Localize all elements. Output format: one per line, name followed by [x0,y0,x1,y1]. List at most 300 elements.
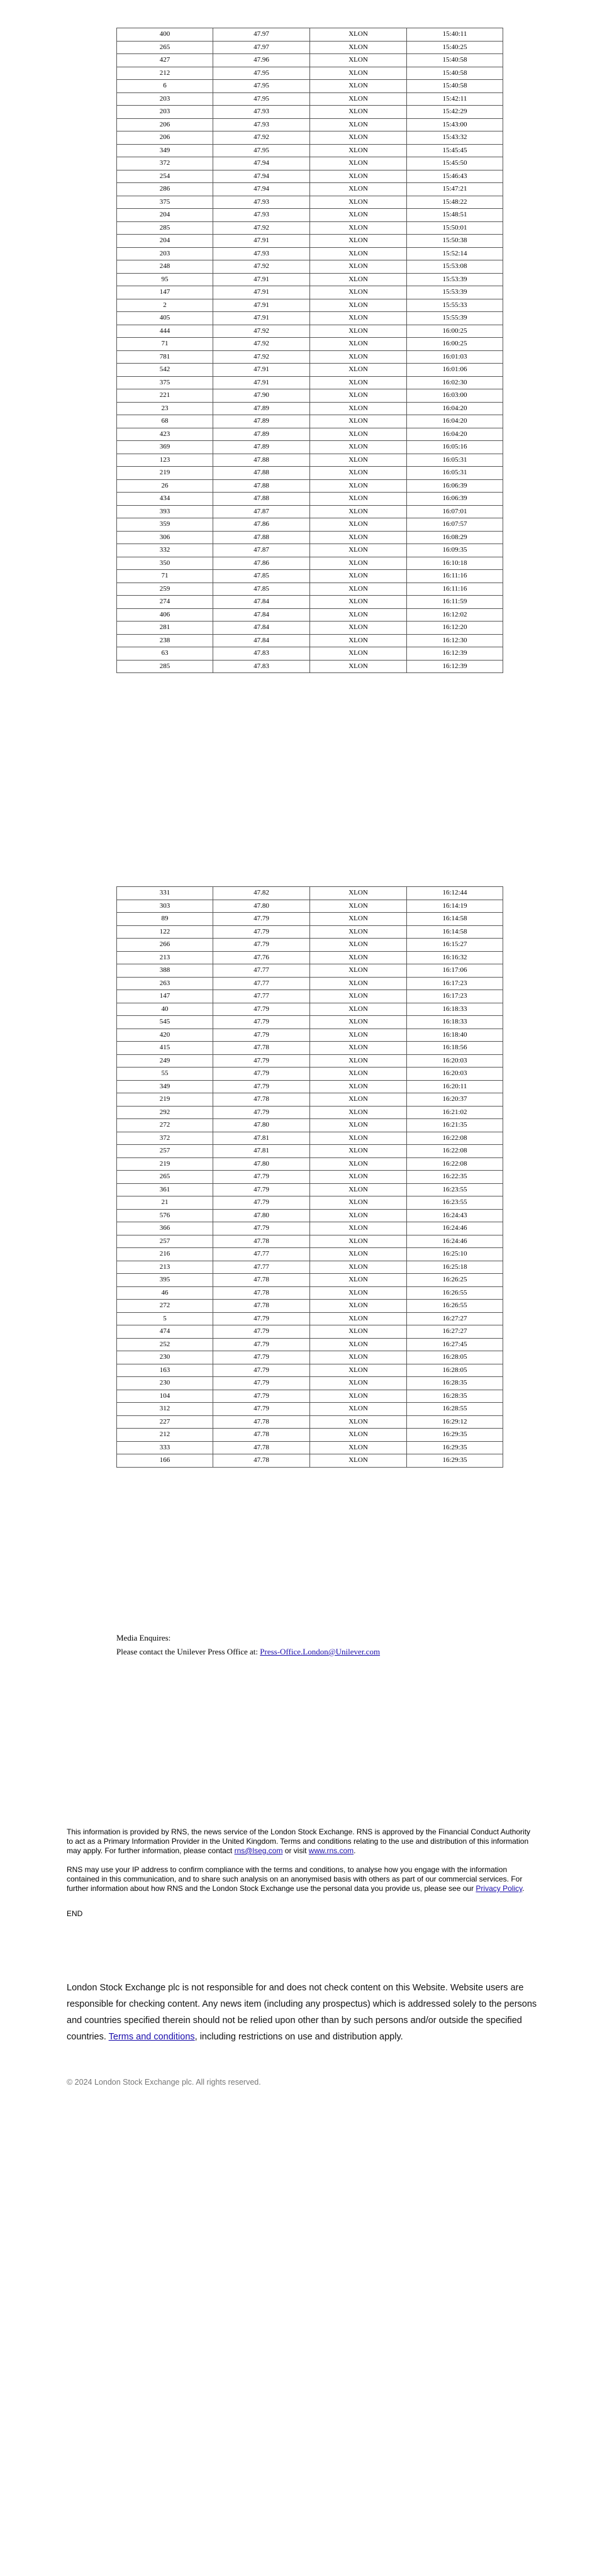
table-row [117,583,503,596]
time-cell: 15:47:21 [407,183,503,196]
disclaimer-text-2: , including restrictions on use and distribution apply. [194,2032,403,2042]
venue-cell: XLON [310,235,407,248]
volume-cell: 40 [117,1003,213,1016]
venue-cell: XLON [310,338,407,351]
price-cell: 47.84 [213,634,310,647]
venue-cell: XLON [310,1325,407,1339]
volume-cell: 285 [117,660,213,673]
table-row [117,1454,503,1468]
volume-cell: 366 [117,1222,213,1235]
venue-cell: XLON [310,28,407,42]
venue-cell: XLON [310,608,407,622]
time-cell: 16:27:27 [407,1325,503,1339]
volume-cell: 230 [117,1351,213,1364]
volume-cell: 545 [117,1016,213,1029]
price-cell: 47.79 [213,1171,310,1184]
time-cell: 16:29:35 [407,1441,503,1454]
price-cell: 47.78 [213,1454,310,1468]
price-cell: 47.77 [213,964,310,978]
price-cell: 47.91 [213,273,310,286]
volume-cell: 203 [117,106,213,119]
volume-cell: 204 [117,209,213,222]
time-cell: 16:12:02 [407,608,503,622]
price-cell: 47.80 [213,900,310,913]
table-row [117,1351,503,1364]
venue-cell: XLON [310,1364,407,1377]
volume-cell: 230 [117,1377,213,1390]
price-cell: 47.79 [213,1029,310,1042]
volume-cell: 257 [117,1145,213,1158]
time-cell: 16:17:06 [407,964,503,978]
time-cell: 16:04:20 [407,415,503,428]
volume-cell: 444 [117,325,213,338]
table-row [117,596,503,609]
venue-cell: XLON [310,1403,407,1416]
time-cell: 15:43:32 [407,131,503,145]
table-row [117,479,503,493]
table-row [117,454,503,467]
table-row [117,118,503,131]
time-cell: 16:12:44 [407,887,503,900]
venue-cell: XLON [310,273,407,286]
volume-cell: 166 [117,1454,213,1468]
volume-cell: 248 [117,260,213,274]
venue-cell: XLON [310,131,407,145]
time-cell: 15:48:22 [407,196,503,209]
table-row [117,1403,503,1416]
volume-cell: 5 [117,1312,213,1325]
table-row [117,247,503,260]
price-cell: 47.85 [213,583,310,596]
price-cell: 47.91 [213,376,310,389]
table-row [117,221,503,235]
time-cell: 16:24:46 [407,1235,503,1248]
time-cell: 16:20:11 [407,1080,503,1093]
volume-cell: 89 [117,913,213,926]
table-row [117,183,503,196]
table-row [117,1325,503,1339]
venue-cell: XLON [310,364,407,377]
price-cell: 47.91 [213,364,310,377]
table-row [117,364,503,377]
price-cell: 47.80 [213,1209,310,1222]
venue-cell: XLON [310,1286,407,1300]
time-cell: 16:20:03 [407,1068,503,1081]
time-cell: 16:18:33 [407,1016,503,1029]
venue-cell: XLON [310,428,407,441]
venue-cell: XLON [310,1312,407,1325]
volume-cell: 303 [117,900,213,913]
table-row [117,157,503,170]
price-cell: 47.92 [213,325,310,338]
venue-cell: XLON [310,647,407,661]
volume-cell: 372 [117,157,213,170]
copyright-notice: © 2024 London Stock Exchange plc. All rights reserved. [67,2078,261,2087]
volume-cell: 350 [117,557,213,570]
rns-email-link[interactable]: rns@lseg.com [234,1846,283,1855]
lse-disclaimer [67,1980,545,2045]
terms-and-conditions-link[interactable]: Terms and conditions [108,2032,195,2042]
price-cell: 47.83 [213,647,310,661]
end-marker: END [67,1909,83,1918]
table-row [117,925,503,939]
time-cell: 16:20:03 [407,1054,503,1068]
venue-cell: XLON [310,1235,407,1248]
volume-cell: 123 [117,454,213,467]
price-cell: 47.78 [213,1042,310,1055]
time-cell: 16:22:08 [407,1145,503,1158]
venue-cell: XLON [310,467,407,480]
table-row [117,260,503,274]
rns-website-link[interactable]: www.rns.com [308,1846,354,1855]
price-cell: 47.89 [213,441,310,454]
venue-cell: XLON [310,1209,407,1222]
time-cell: 16:29:35 [407,1454,503,1468]
price-cell: 47.82 [213,887,310,900]
venue-cell: XLON [310,622,407,635]
venue-cell: XLON [310,1248,407,1261]
volume-cell: 6 [117,80,213,93]
table-row [117,660,503,673]
volume-cell: 286 [117,183,213,196]
time-cell: 16:12:20 [407,622,503,635]
table-row [117,299,503,312]
table-row [117,325,503,338]
table-row [117,900,503,913]
time-cell: 16:00:25 [407,325,503,338]
price-cell: 47.91 [213,312,310,325]
price-cell: 47.87 [213,505,310,518]
price-cell: 47.77 [213,977,310,990]
time-cell: 16:09:35 [407,544,503,557]
price-cell: 47.89 [213,428,310,441]
volume-cell: 206 [117,131,213,145]
price-cell: 47.79 [213,1054,310,1068]
rns-info-paragraph [67,1827,538,1856]
price-cell: 47.80 [213,1119,310,1132]
venue-cell: XLON [310,1441,407,1454]
price-cell: 47.88 [213,454,310,467]
time-cell: 16:26:55 [407,1300,503,1313]
volume-cell: 474 [117,1325,213,1339]
venue-cell: XLON [310,402,407,415]
time-cell: 16:02:30 [407,376,503,389]
table-row [117,518,503,532]
volume-cell: 266 [117,939,213,952]
time-cell: 16:16:32 [407,951,503,964]
time-cell: 16:24:43 [407,1209,503,1222]
table-row [117,1286,503,1300]
price-cell: 47.88 [213,479,310,493]
venue-cell: XLON [310,1351,407,1364]
price-cell: 47.91 [213,235,310,248]
price-cell: 47.79 [213,925,310,939]
volume-cell: 372 [117,1132,213,1145]
time-cell: 15:50:01 [407,221,503,235]
price-cell: 47.97 [213,41,310,54]
price-cell: 47.79 [213,1325,310,1339]
table-row [117,634,503,647]
venue-cell: XLON [310,1093,407,1107]
time-cell: 16:29:12 [407,1415,503,1429]
time-cell: 16:23:55 [407,1183,503,1196]
volume-cell: 272 [117,1119,213,1132]
price-cell: 47.79 [213,1364,310,1377]
table-row [117,376,503,389]
rns-privacy-paragraph [67,1865,538,1893]
time-cell: 16:10:18 [407,557,503,570]
venue-cell: XLON [310,389,407,403]
time-cell: 15:40:58 [407,67,503,80]
price-cell: 47.92 [213,260,310,274]
table-row [117,1274,503,1287]
table-row [117,531,503,544]
price-cell: 47.93 [213,247,310,260]
venue-cell: XLON [310,1029,407,1042]
volume-cell: 63 [117,647,213,661]
table-row [117,1106,503,1119]
time-cell: 16:15:27 [407,939,503,952]
time-cell: 16:20:37 [407,1093,503,1107]
venue-cell: XLON [310,286,407,299]
table-row [117,415,503,428]
venue-cell: XLON [310,1119,407,1132]
table-row [117,286,503,299]
time-cell: 16:11:59 [407,596,503,609]
time-cell: 15:53:39 [407,286,503,299]
volume-cell: 249 [117,1054,213,1068]
time-cell: 16:06:39 [407,479,503,493]
venue-cell: XLON [310,67,407,80]
venue-cell: XLON [310,583,407,596]
table-row [117,1042,503,1055]
privacy-policy-link[interactable]: Privacy Policy [476,1884,523,1893]
time-cell: 16:28:05 [407,1351,503,1364]
venue-cell: XLON [310,1068,407,1081]
table-row [117,1390,503,1403]
volume-cell: 227 [117,1415,213,1429]
venue-cell: XLON [310,1016,407,1029]
price-cell: 47.83 [213,660,310,673]
table-row [117,1261,503,1274]
table-row [117,312,503,325]
venue-cell: XLON [310,376,407,389]
table-row [117,951,503,964]
volume-cell: 21 [117,1196,213,1210]
volume-cell: 306 [117,531,213,544]
volume-cell: 285 [117,221,213,235]
volume-cell: 369 [117,441,213,454]
venue-cell: XLON [310,157,407,170]
price-cell: 47.87 [213,544,310,557]
price-cell: 47.81 [213,1145,310,1158]
venue-cell: XLON [310,977,407,990]
time-cell: 16:00:25 [407,338,503,351]
price-cell: 47.89 [213,415,310,428]
price-cell: 47.91 [213,286,310,299]
rns-info-text-2: or visit [282,1846,309,1855]
table-row [117,1300,503,1313]
volume-cell: 361 [117,1183,213,1196]
time-cell: 16:28:55 [407,1403,503,1416]
rns-privacy-text-2: . [522,1884,525,1893]
volume-cell: 265 [117,41,213,54]
venue-cell: XLON [310,183,407,196]
time-cell: 16:25:10 [407,1248,503,1261]
volume-cell: 203 [117,247,213,260]
time-cell: 15:43:00 [407,118,503,131]
table-row [117,106,503,119]
venue-cell: XLON [310,312,407,325]
price-cell: 47.91 [213,299,310,312]
price-cell: 47.79 [213,1068,310,1081]
price-cell: 47.79 [213,939,310,952]
price-cell: 47.78 [213,1441,310,1454]
venue-cell: XLON [310,92,407,106]
time-cell: 15:52:14 [407,247,503,260]
table-row [117,1132,503,1145]
table-row [117,570,503,583]
table-row [117,1248,503,1261]
transactions-table-2 [116,886,503,1468]
price-cell: 47.79 [213,1003,310,1016]
price-cell: 47.78 [213,1429,310,1442]
time-cell: 15:53:08 [407,260,503,274]
price-cell: 47.86 [213,557,310,570]
rns-info-text-3: . [354,1846,356,1855]
price-cell: 47.78 [213,1415,310,1429]
price-cell: 47.79 [213,1403,310,1416]
volume-cell: 71 [117,570,213,583]
venue-cell: XLON [310,325,407,338]
time-cell: 16:04:20 [407,402,503,415]
volume-cell: 393 [117,505,213,518]
table-row [117,428,503,441]
table-row [117,1157,503,1171]
time-cell: 16:01:03 [407,350,503,364]
volume-cell: 212 [117,67,213,80]
venue-cell: XLON [310,196,407,209]
time-cell: 16:24:46 [407,1222,503,1235]
media-contact-prefix: Please contact the Unilever Press Office at: [116,1647,260,1656]
venue-cell: XLON [310,1274,407,1287]
volume-cell: 375 [117,376,213,389]
table-row [117,1171,503,1184]
volume-cell: 259 [117,583,213,596]
volume-cell: 147 [117,990,213,1003]
table-row [117,887,503,900]
table-row [117,350,503,364]
volume-cell: 163 [117,1364,213,1377]
venue-cell: XLON [310,964,407,978]
transactions-table-1 [116,28,503,673]
table-row [117,622,503,635]
volume-cell: 206 [117,118,213,131]
venue-cell: XLON [310,479,407,493]
venue-cell: XLON [310,118,407,131]
price-cell: 47.84 [213,622,310,635]
venue-cell: XLON [310,1132,407,1145]
venue-cell: XLON [310,570,407,583]
venue-cell: XLON [310,939,407,952]
table-row [117,964,503,978]
volume-cell: 359 [117,518,213,532]
table-row [117,1145,503,1158]
time-cell: 15:40:58 [407,54,503,67]
venue-cell: XLON [310,1300,407,1313]
table-row [117,1429,503,1442]
volume-cell: 423 [117,428,213,441]
price-cell: 47.88 [213,467,310,480]
price-cell: 47.86 [213,518,310,532]
volume-cell: 2 [117,299,213,312]
venue-cell: XLON [310,518,407,532]
price-cell: 47.77 [213,1261,310,1274]
volume-cell: 542 [117,364,213,377]
time-cell: 16:05:31 [407,454,503,467]
price-cell: 47.79 [213,1016,310,1029]
time-cell: 16:22:08 [407,1157,503,1171]
table-row [117,557,503,570]
volume-cell: 212 [117,1429,213,1442]
venue-cell: XLON [310,887,407,900]
time-cell: 15:50:38 [407,235,503,248]
table-row [117,402,503,415]
time-cell: 16:12:30 [407,634,503,647]
venue-cell: XLON [310,1222,407,1235]
volume-cell: 333 [117,1441,213,1454]
volume-cell: 265 [117,1171,213,1184]
venue-cell: XLON [310,493,407,506]
time-cell: 15:55:39 [407,312,503,325]
table-row [117,41,503,54]
time-cell: 15:42:11 [407,92,503,106]
table-row [117,608,503,622]
venue-cell: XLON [310,1429,407,1442]
price-cell: 47.93 [213,106,310,119]
table-row [117,990,503,1003]
price-cell: 47.77 [213,1248,310,1261]
volume-cell: 395 [117,1274,213,1287]
price-cell: 47.79 [213,1106,310,1119]
volume-cell: 104 [117,1390,213,1403]
volume-cell: 203 [117,92,213,106]
price-cell: 47.89 [213,402,310,415]
press-office-email-link[interactable]: Press-Office.London@Unilever.com [260,1647,381,1656]
venue-cell: XLON [310,80,407,93]
time-cell: 16:21:35 [407,1119,503,1132]
table-row [117,1080,503,1093]
table-row [117,1338,503,1351]
price-cell: 47.78 [213,1274,310,1287]
table-row [117,170,503,183]
venue-cell: XLON [310,951,407,964]
time-cell: 16:22:08 [407,1132,503,1145]
volume-cell: 213 [117,951,213,964]
volume-cell: 23 [117,402,213,415]
volume-cell: 420 [117,1029,213,1042]
venue-cell: XLON [310,1377,407,1390]
table-row [117,977,503,990]
volume-cell: 257 [117,1235,213,1248]
volume-cell: 216 [117,1248,213,1261]
time-cell: 16:14:58 [407,925,503,939]
table-row [117,913,503,926]
price-cell: 47.95 [213,92,310,106]
table-row [117,1029,503,1042]
volume-cell: 219 [117,467,213,480]
volume-cell: 46 [117,1286,213,1300]
